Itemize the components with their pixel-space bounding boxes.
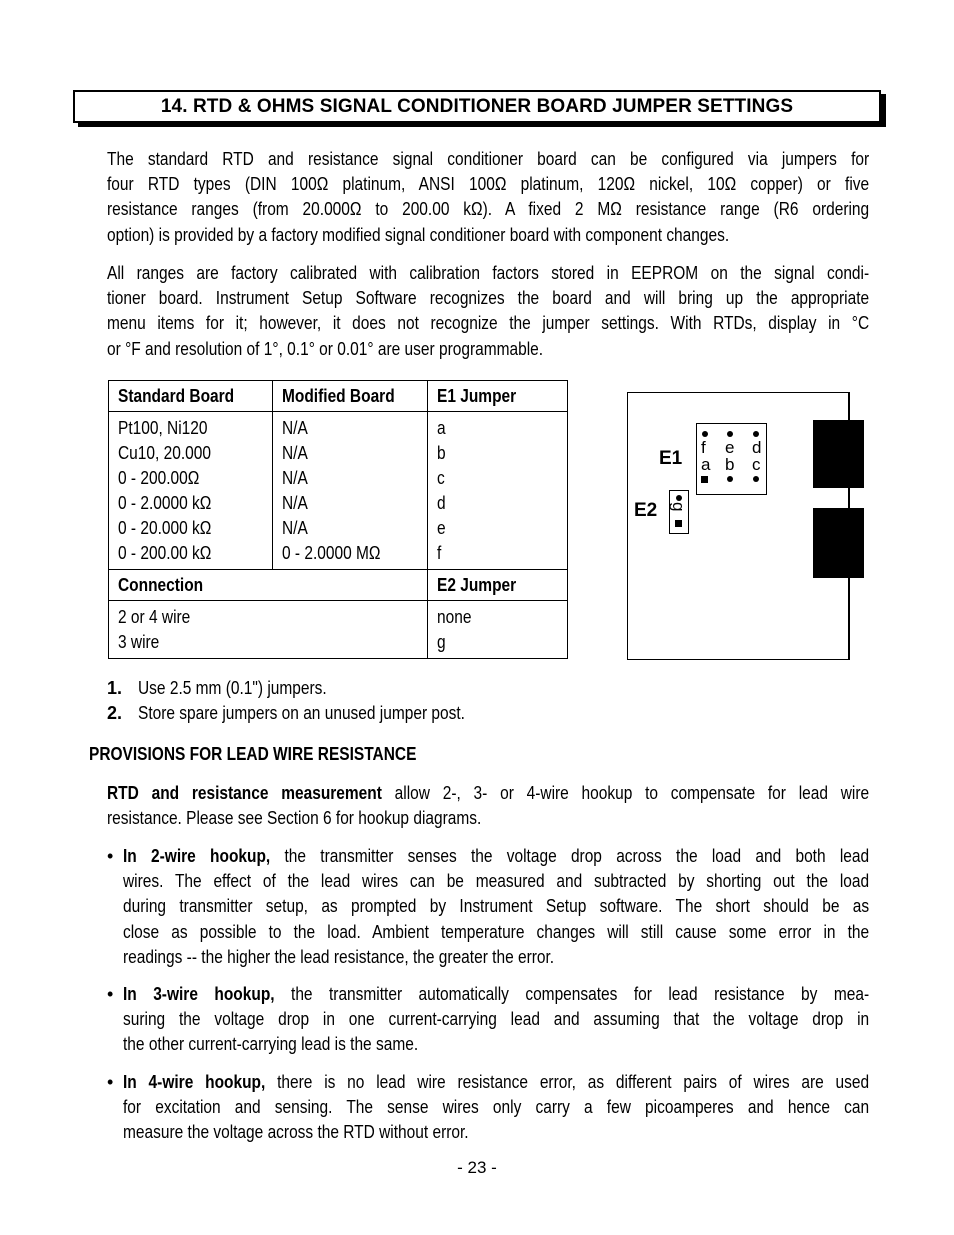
- pin-dot: [676, 495, 682, 501]
- ranges-line: menu items for it; however, it does not recognize the jumper settings. With RTDs, display in °C: [107, 313, 870, 334]
- intro-line: The standard RTD and resistance signal conditioner board can be configured via jumpers for: [107, 149, 870, 169]
- header-connection: Connection: [109, 570, 428, 601]
- bullet-symbol: •: [107, 1072, 114, 1092]
- e2-jumper-block: [669, 490, 689, 534]
- pin-square: [701, 476, 708, 483]
- notes-list: [107, 676, 518, 726]
- table-row: [109, 412, 568, 570]
- bullet-3-wire: • In 3-wire hookup, the transmitter automatically compensates for lead resistance by mea- suring the voltage drop in one current-carrying lead and assuming that the voltage drop in the other current-carrying lead is the same.: [107, 984, 870, 1055]
- section-heading-box: [73, 90, 881, 123]
- bullet-symbol: •: [107, 846, 114, 866]
- e2-label: E2: [634, 500, 658, 521]
- header-modified-board: Modified Board: [273, 381, 428, 412]
- pin-square: [675, 520, 682, 527]
- ranges-line: All ranges are factory calibrated with calibration factors stored in EEPROM on the signal condi-: [107, 263, 870, 283]
- standard-board-cell: Pt100, Ni120 Cu10, 20.000 0 - 200.00Ω 0 - 2.0000 kΩ 0 - 20.000 kΩ 0 - 200.00 kΩ: [109, 412, 273, 570]
- lead-intro-bold: RTD and resistance measurement: [107, 783, 382, 803]
- ranges-paragraph: [107, 261, 869, 362]
- pin-dot: [753, 476, 759, 482]
- bullet-4-wire: • In 4-wire hookup, there is no lead wire resistance error, as different pairs of wires are used for excitation and sensing. The sense wires only carry a few picoamperes and hence can measure the voltage across the RTD without error.: [107, 1072, 870, 1143]
- board-diagram: [627, 392, 850, 660]
- e1-label: E1: [659, 448, 683, 469]
- intro-line: resistance ranges (from 20.000Ω to 200.00 kΩ). A fixed 2 MΩ resistance range (R6 ordering: [107, 199, 870, 220]
- header-standard-board: Standard Board: [109, 381, 273, 412]
- board-edge: [848, 578, 850, 659]
- section-heading: 14. RTD & OHMS SIGNAL CONDITIONER BOARD JUMPER SETTINGS: [160, 95, 794, 117]
- modified-board-cell: N/A N/A N/A N/A N/A 0 - 2.0000 MΩ: [273, 412, 428, 570]
- bullet-2-wire: • In 2-wire hookup, the transmitter senses the voltage drop across the load and both lead wires. The effect of the lead wires can be measured and subtracted by shorting out the load during transmitter setup, as prompted by Instrument Setup software. The short should be as close as possible to the load. Ambient temperature changes will still cause some error in the readings -- the higher the lead resistance, the greater the error.: [107, 846, 870, 967]
- table-header-row-2: [109, 570, 568, 601]
- jumper-table: [108, 380, 568, 659]
- pin-label-a: a: [701, 455, 711, 474]
- ranges-line: or °F and resolution of 1°, 0.1° or 0.01° are user programmable.: [107, 338, 544, 359]
- pin-dot: [753, 431, 759, 437]
- list-item: 2. Store spare jumpers on an unused jumper post.: [107, 703, 465, 723]
- bullet-symbol: •: [107, 984, 114, 1004]
- page-number: - 23 -: [457, 1158, 497, 1177]
- intro-line: four RTD types (DIN 100Ω platinum, ANSI 100Ω platinum, 120Ω nickel, 10Ω copper) or five: [107, 174, 870, 195]
- pin-label-g: g: [669, 502, 688, 512]
- connector-block-bottom: [813, 508, 864, 578]
- lead-intro-paragraph: RTD and resistance measurement allow 2-, 3- or 4-wire hookup to compensate for lead wire resistance. Please see Section 6 for hookup diagrams.: [107, 783, 870, 829]
- pin-dot: [727, 476, 733, 482]
- header-e2-jumper: E2 Jumper: [428, 570, 568, 601]
- pin-label-f: f: [701, 438, 706, 457]
- header-e1-jumper: E1 Jumper: [428, 381, 568, 412]
- ranges-line: tioner board. Instrument Setup Software recognizes the board and will bring up the appropriate: [107, 288, 870, 309]
- intro-paragraph: [107, 147, 869, 248]
- pin-label-e: e: [725, 438, 735, 457]
- connector-block-top: [813, 420, 864, 488]
- pin-label-c: c: [752, 455, 761, 474]
- table-row: [109, 601, 568, 659]
- table-header-row: [109, 381, 568, 412]
- list-item: 1. Use 2.5 mm (0.1") jumpers.: [107, 678, 327, 698]
- e1-jumper-block: [696, 423, 767, 495]
- e1-jumper-cell: a b c d e f: [428, 412, 568, 570]
- board-edge: [848, 393, 850, 420]
- pin-label-b: b: [725, 455, 735, 474]
- e2-jumper-cell: none g: [428, 601, 568, 659]
- pin-dot: [702, 431, 708, 437]
- connection-cell: 2 or 4 wire 3 wire: [109, 601, 428, 659]
- subheading: PROVISIONS FOR LEAD WIRE RESISTANCE: [89, 744, 417, 764]
- pin-dot: [727, 431, 733, 437]
- pin-label-d: d: [752, 438, 762, 457]
- intro-line: option) is provided by a factory modified signal conditioner board with component changes.: [107, 224, 730, 245]
- board-edge: [848, 488, 850, 508]
